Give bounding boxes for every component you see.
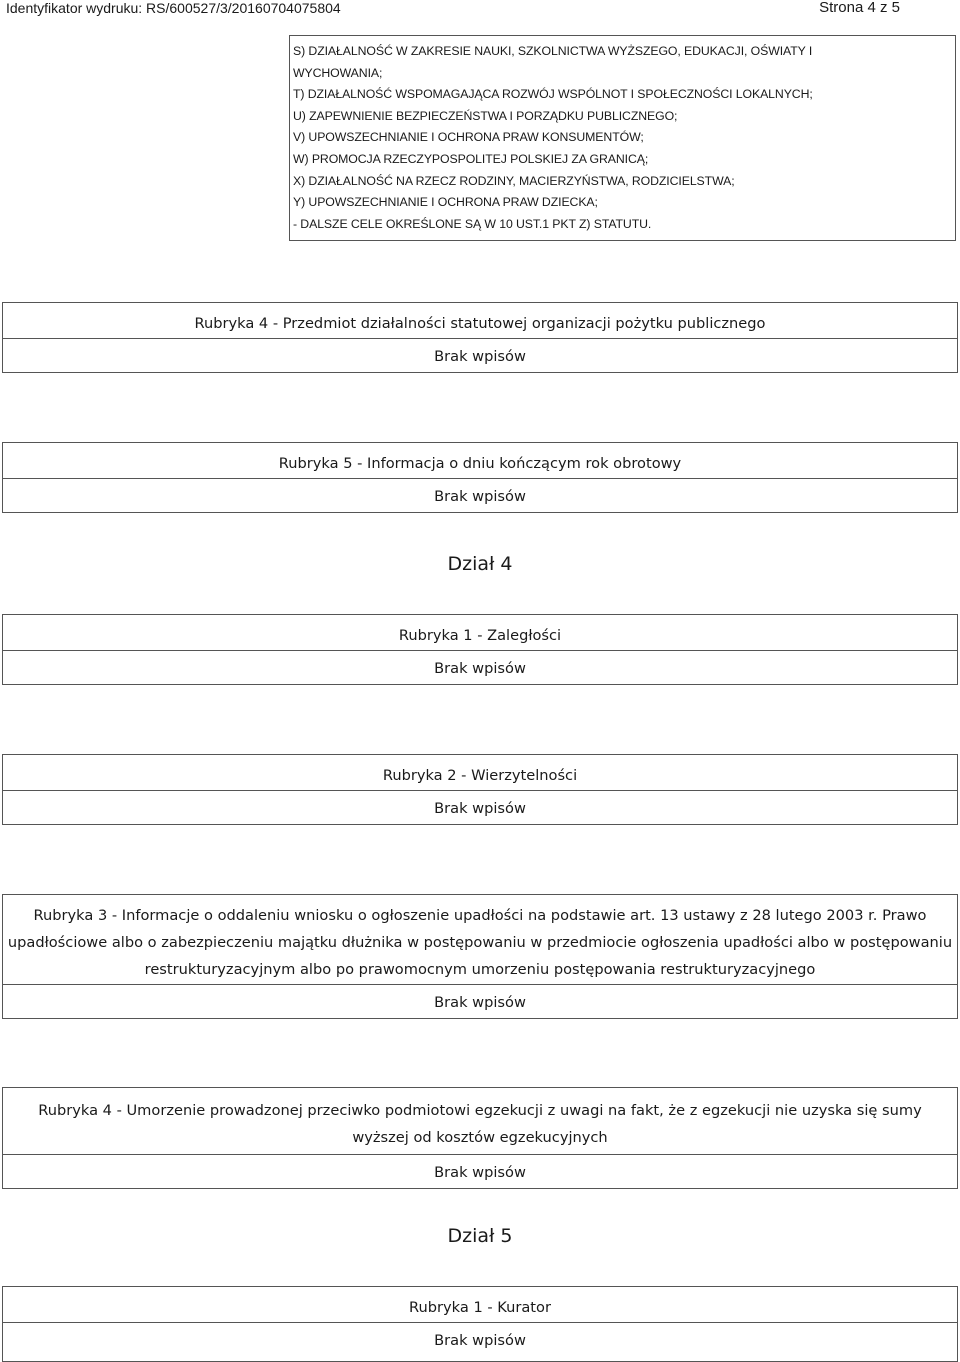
purpose-line: Y) UPOWSZECHNIANIE I OCHRONA PRAW DZIECKA; <box>293 195 598 210</box>
rubric-title: Rubryka 3 - Informacje o oddaleniu wniosku o ogłoszenie upadłości na podstawie art. 13 ustawy z 28 lutego 2003 r. Prawo upadłościowe albo o zabezpieczeniu majątku dłużnika w postępowaniu w przedmiocie ogłoszenia upadłości albo w postępowaniu restrukturyzacyjnym albo po prawomocnym umorzeniu postępowania restrukturyzacyjnego <box>3 895 957 985</box>
purpose-line: - DALSZE CELE OKREŚLONE SĄ W 10 UST.1 PKT Z) STATUTU. <box>293 216 652 231</box>
purpose-line: WYCHOWANIA; <box>293 65 383 80</box>
rubric-title: Rubryka 2 - Wierzytelności <box>3 755 957 791</box>
rubric-box-organization-purpose <box>2 302 958 373</box>
purpose-line: T) DZIAŁALNOŚĆ WSPOMAGAJĄCA ROZWÓJ WSPÓLNOT I SPOŁECZNOŚCI LOKALNYCH; <box>293 87 813 102</box>
purpose-line: U) ZAPEWNIENIE BEZPIECZEŃSTWA I PORZĄDKU PUBLICZNEGO; <box>293 108 678 123</box>
rubric-value: Brak wpisów <box>434 800 526 817</box>
rubric-value: Brak wpisów <box>434 994 526 1011</box>
print-identifier: Identyfikator wydruku: RS/600527/3/20160704075804 <box>6 0 341 16</box>
rubric-box-bankruptcy-info <box>2 894 958 1019</box>
rubric-title: Rubryka 1 - Zaległości <box>3 615 957 651</box>
rubric-value: Brak wpisów <box>434 488 526 505</box>
purpose-line: S) DZIAŁALNOŚĆ W ZAKRESIE NAUKI, SZKOLNICTWA WYŻSZEGO, EDUKACJI, OŚWIATY I <box>293 44 813 58</box>
purpose-line: W) PROMOCJA RZECZYPOSPOLITEJ POLSKIEJ ZA GRANICĄ; <box>293 151 649 166</box>
rubric-title: Rubryka 4 - Umorzenie prowadzonej przeciwko podmiotowi egzekucji z uwagi na fakt, że z egzekucji nie uzyska się sumy wyższej od kosztów egzekucyjnych <box>3 1088 957 1155</box>
rubric-box-enforcement-discontinued <box>2 1087 958 1189</box>
rubric-title: Rubryka 4 - Przedmiot działalności statutowej organizacji pożytku publicznego <box>3 303 957 339</box>
purposes-box <box>289 35 956 241</box>
section-title-dzial-5: Dział 5 <box>447 1225 513 1247</box>
rubric-value: Brak wpisów <box>434 660 526 677</box>
rubric-box-receivables <box>2 754 958 825</box>
section-title-dzial-4: Dział 4 <box>447 553 513 575</box>
purpose-line: X) DZIAŁALNOŚĆ NA RZECZ RODZINY, MACIERZYŃSTWA, RODZICIELSTWA; <box>293 173 735 188</box>
rubric-value: Brak wpisów <box>434 1164 526 1181</box>
rubric-box-curator <box>2 1286 958 1362</box>
rubric-title: Rubryka 5 - Informacja o dniu kończącym rok obrotowy <box>3 443 957 479</box>
rubric-title: Rubryka 1 - Kurator <box>3 1287 957 1323</box>
rubric-box-arrears <box>2 614 958 685</box>
rubric-value: Brak wpisów <box>434 1332 526 1349</box>
purpose-line: V) UPOWSZECHNIANIE I OCHRONA PRAW KONSUMENTÓW; <box>293 130 644 145</box>
rubric-value: Brak wpisów <box>434 348 526 365</box>
rubric-box-fiscal-year <box>2 442 958 513</box>
page-number: Strona 4 z 5 <box>819 0 900 16</box>
